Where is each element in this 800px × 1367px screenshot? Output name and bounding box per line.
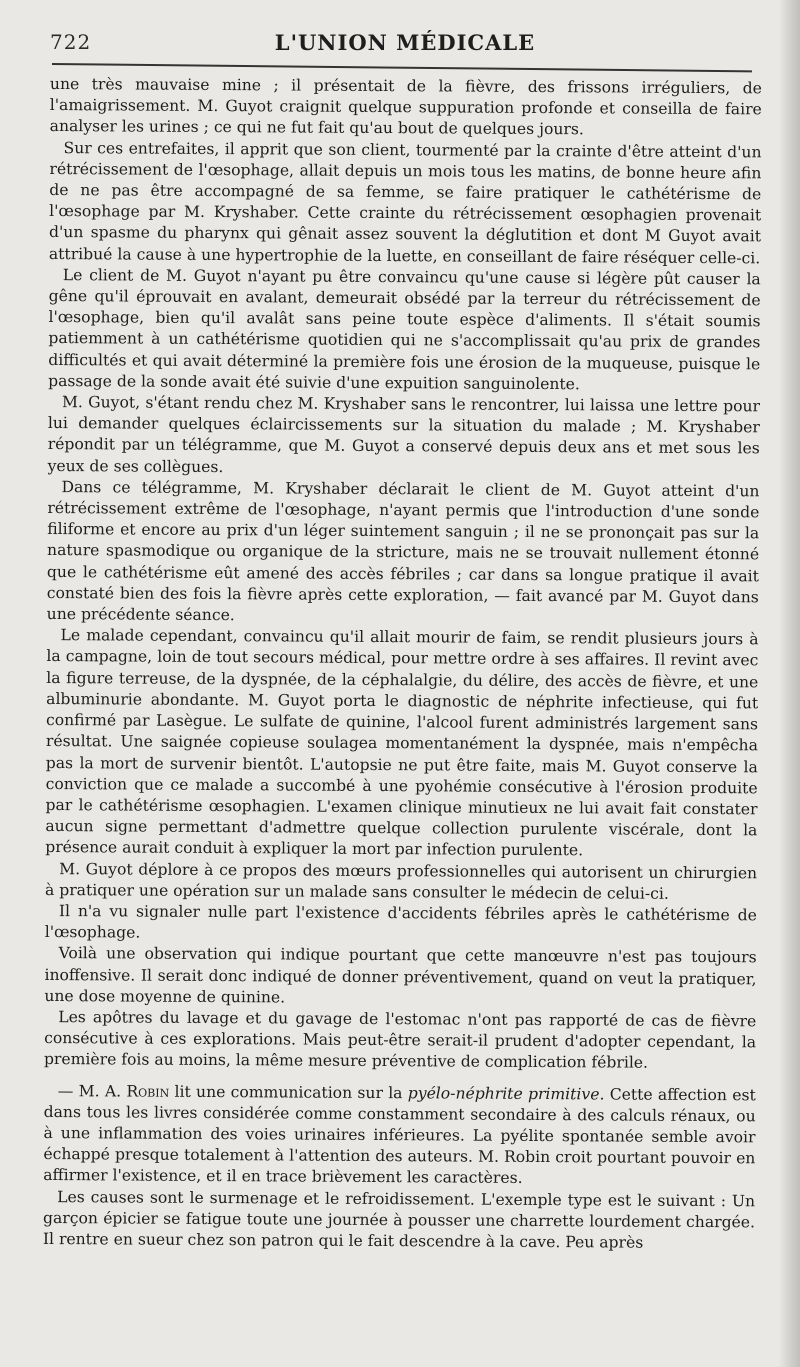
robin-lead: — M. A. xyxy=(57,1081,122,1101)
paragraph-3: Le client de M. Guyot n'ayant pu être convaincu qu'une cause si légère pût causer la gêne qu'il éprouvait en avalant, demeurait obsédé par la terreur du rétrécissement de l'œsophage, bien qu'il avalât sans peine toute espèce d'aliments. Il s'était soumis patiemment à un cathétérisme quotidien qui ne s'accomplissait qu'au prix de grandes difficultés et qui avait déterminé la première fois une érosion de la muqueuse, puisque le passage de la sonde avait été suivie d'une expuition sanguinolente. xyxy=(48,265,761,394)
page-spine-shadow xyxy=(778,0,800,1367)
page-number: 722 xyxy=(50,30,92,54)
journal-title: L'UNION MÉDICALE xyxy=(274,30,536,55)
final-paragraph: Les causes sont le surmenage et le refroidissement. L'exemple type est le suivant : Un garçon épicier se fatigue toute une journée à pousser une charrette lourdement chargée. Il rentre en sueur chez son patron qui le fait descendre à la cave. Peu après xyxy=(42,1187,756,1252)
paragraph-1: une très mauvaise mine ; il présentait de la fièvre, des frissons irréguliers, de l'amaigrissement. M. Guyot craignit quelque suppuration profonde et conseilla de faire analyser les urines ; ce qui ne fut fait qu'au bout de quelques jours. xyxy=(49,74,762,139)
paragraph-5: Dans ce télégramme, M. Kryshaber déclarait le client de M. Guyot atteint d'un rétrécissement extrême de l'œsophage, n'ayant permis que l'introduction d'une sonde filiforme et encore au prix d'un léger suintement sanguin ; il ne se prononçait pas sur la nature spasmodique ou organique de la stricture, mais ne se trouvait nullement étonné que le cathétérisme eût amené des accès fébriles ; car dans sa longue pratique il avait constaté bien des fois la fièvre après cette exploration, — fait avancé par M. Guyot dans une précédente séance. xyxy=(46,477,760,625)
paragraph-6: Le malade cependant, convaincu qu'il allait mourir de faim, se rendit plusieurs jours à la campagne, loin de tout secours médical, pour mettre ordre à ses affaires. Il revint avec la figure terreuse, de la dyspnée, de la céphalalgie, du délire, des accès de fièvre, et une albuminurie abondante. M. Guyot porta le diagnostic de néphrite infectieuse, qui fut confirmé par Lasègue. Le sulfate de quinine, l'alcool furent administrés largement sans résultat. Une saignée copieuse soulagea momentanément la dyspnée, mais n'empêcha pas la mort de survenir bientôt. L'autopsie ne put être faite, mais M. Guyot conserve la conviction que ce malade a succombé à une pyohémie consécutive à l'érosion produite par le cathétérisme œsophagien. L'examen clinique minutieux ne lui avait fait constater aucun signe permettant d'admettre quelque collection purulente viscérale, dont la présence aurait conduit à expliquer la mort par infection purulente. xyxy=(45,626,759,860)
header-rule xyxy=(52,63,752,72)
running-header xyxy=(40,28,770,58)
robin-text-after: Cette affection est dans tous les livres considérée comme constamment secondaire à des calculs rénaux, ou à une inflammation des voies urinaires inférieures. La pyélite spontanée semble avoir échappé presque totalement à l'attention des auteurs. M. Robin croit pourtant pouvoir en affirmer l'existence, et il en trace brièvement les caractères. xyxy=(43,1084,756,1188)
paragraph-4: M. Guyot, s'étant rendu chez M. Kryshaber sans le rencontrer, lui laissa une lettre pour lui demander quelques éclaircissements sur la situation du malade ; M. Kryshaber répondit par un télégramme, que M. Guyot a conservé depuis deux ans et met sous les yeux de ses collègues. xyxy=(47,393,761,476)
robin-title: pyélo-néphrite primitive. xyxy=(407,1083,605,1103)
paragraph-7: M. Guyot déplore à ce propos des mœurs professionnelles qui autorisent un chirurgien à pratiquer une opération sur un malade sans consulter le médecin de celui-ci. xyxy=(44,859,758,903)
robin-text-before: lit une communication sur la xyxy=(174,1082,403,1102)
paragraph-10: Les apôtres du lavage et du gavage de l'estomac n'ont pas rapporté de cas de fièvre consécutive à ces explorations. Mais peut-être serait-il prudent d'adopter cependant, la première fois au moins, la même mesure préventive de complication fébrile. xyxy=(43,1008,757,1073)
robin-communication xyxy=(43,1081,756,1191)
paragraph-2: Sur ces entrefaites, il apprit que son client, tourmenté par la crainte d'être atteint d'un rétrécissement de l'œsophage, allait depuis un mois tous les matins, de bonne heure afin de ne pas être accompagné de sa femme, se faire pratiquer le cathétérisme de l'œsophage par M. Kryshaber. Cette crainte du rétrécissement œsophagien provenait d'un spasme du pharynx qui gênait assez souvent la déglutition et dont M Guyot avait attribué la cause à une hypertrophie de la luette, en conseillant de faire réséquer celle-ci. xyxy=(48,138,762,267)
paragraph-9: Voilà une observation qui indique pourtant que cette manœuvre n'est pas toujours inoffensive. Il serait donc indiqué de donner préventivement, quand on veut la pratiquer, une dose moyenne de quinine. xyxy=(44,944,757,1007)
robin-speaker: Robin xyxy=(126,1082,170,1101)
article-body xyxy=(43,74,762,1254)
paragraph-8: Il n'a vu signaler nulle part l'existence d'accidents fébriles après le cathétérisme de l'œsophage. xyxy=(44,901,757,942)
